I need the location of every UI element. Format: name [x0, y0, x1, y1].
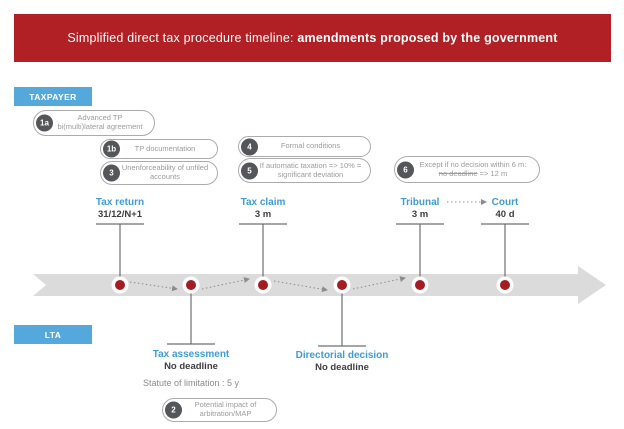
callout-badge-5: 5 — [241, 162, 258, 179]
dot-tax-claim — [255, 277, 272, 294]
dot-tribunal — [412, 277, 429, 294]
callout-badge-1b: 1b — [103, 141, 120, 158]
event-directorial-decision-deadline: No deadline — [315, 362, 369, 373]
event-tax-claim — [241, 197, 286, 220]
dot-directorial-decision — [334, 277, 351, 294]
event-tax-return-deadline: 31/12/N+1 — [97, 209, 143, 220]
lane-lta: LTA — [14, 325, 92, 344]
callout-no-decision — [394, 156, 540, 183]
event-tax-return-title: Tax return — [95, 197, 145, 208]
callout-arbitration-map: 2 Potential impact of arbitration/MAP — [162, 398, 277, 422]
callout-badge-2: 2 — [165, 402, 182, 419]
event-court-deadline: 40 d — [495, 209, 515, 220]
title-regular: Simplified direct tax procedure timeline: — [67, 31, 298, 45]
callout-no-decision-struck: no deadline — [438, 168, 478, 178]
event-tax-claim-title: Tax claim — [240, 197, 286, 208]
event-tax-assessment-deadline: No deadline — [164, 361, 218, 372]
callout-advanced-tp: 1a Advanced TP bi(multi)lateral agreement — [33, 110, 155, 136]
title-bold: amendments proposed by the government — [297, 31, 558, 45]
dot-tax-assessment — [183, 277, 200, 294]
bottom-connectors — [167, 293, 366, 346]
event-directorial-decision — [296, 350, 389, 373]
callout-no-decision-after: => 12 m — [479, 168, 508, 178]
event-court — [492, 197, 519, 220]
callout-formal-conditions: 4 Formal conditions — [238, 136, 371, 157]
event-court-title: Court — [491, 197, 519, 208]
callout-badge-4: 4 — [241, 138, 258, 155]
callout-unenforceability: 3 Unenforceability of unfiled accounts — [100, 161, 218, 185]
dot-court — [497, 277, 514, 294]
callout-automatic-taxation: 5 If automatic taxation => 10% = significant deviation — [238, 158, 371, 183]
callout-no-decision-text — [400, 160, 535, 179]
callout-badge-3: 3 — [103, 165, 120, 182]
event-tax-claim-deadline: 3 m — [254, 209, 272, 220]
event-directorial-decision-title: Directorial decision — [295, 350, 389, 361]
event-tax-assessment-title: Tax assessment — [152, 349, 230, 360]
statute-of-limitation-note: Statute of limitation : 5 y — [142, 378, 240, 388]
event-tribunal — [401, 197, 440, 220]
event-tribunal-deadline: 3 m — [411, 209, 429, 220]
callout-tp-documentation: 1b TP documentation — [100, 139, 218, 159]
event-tax-return — [96, 197, 144, 220]
callout-badge-6: 6 — [397, 161, 414, 178]
top-connectors — [96, 224, 529, 277]
event-tax-assessment — [143, 349, 239, 388]
lane-taxpayer: TAXPAYER — [14, 87, 92, 106]
callout-no-decision-line1: Except if no decision within 6 m: — [419, 159, 527, 169]
callout-badge-1a: 1a — [36, 115, 53, 132]
dot-tax-return — [112, 277, 129, 294]
event-tribunal-title: Tribunal — [400, 197, 440, 208]
